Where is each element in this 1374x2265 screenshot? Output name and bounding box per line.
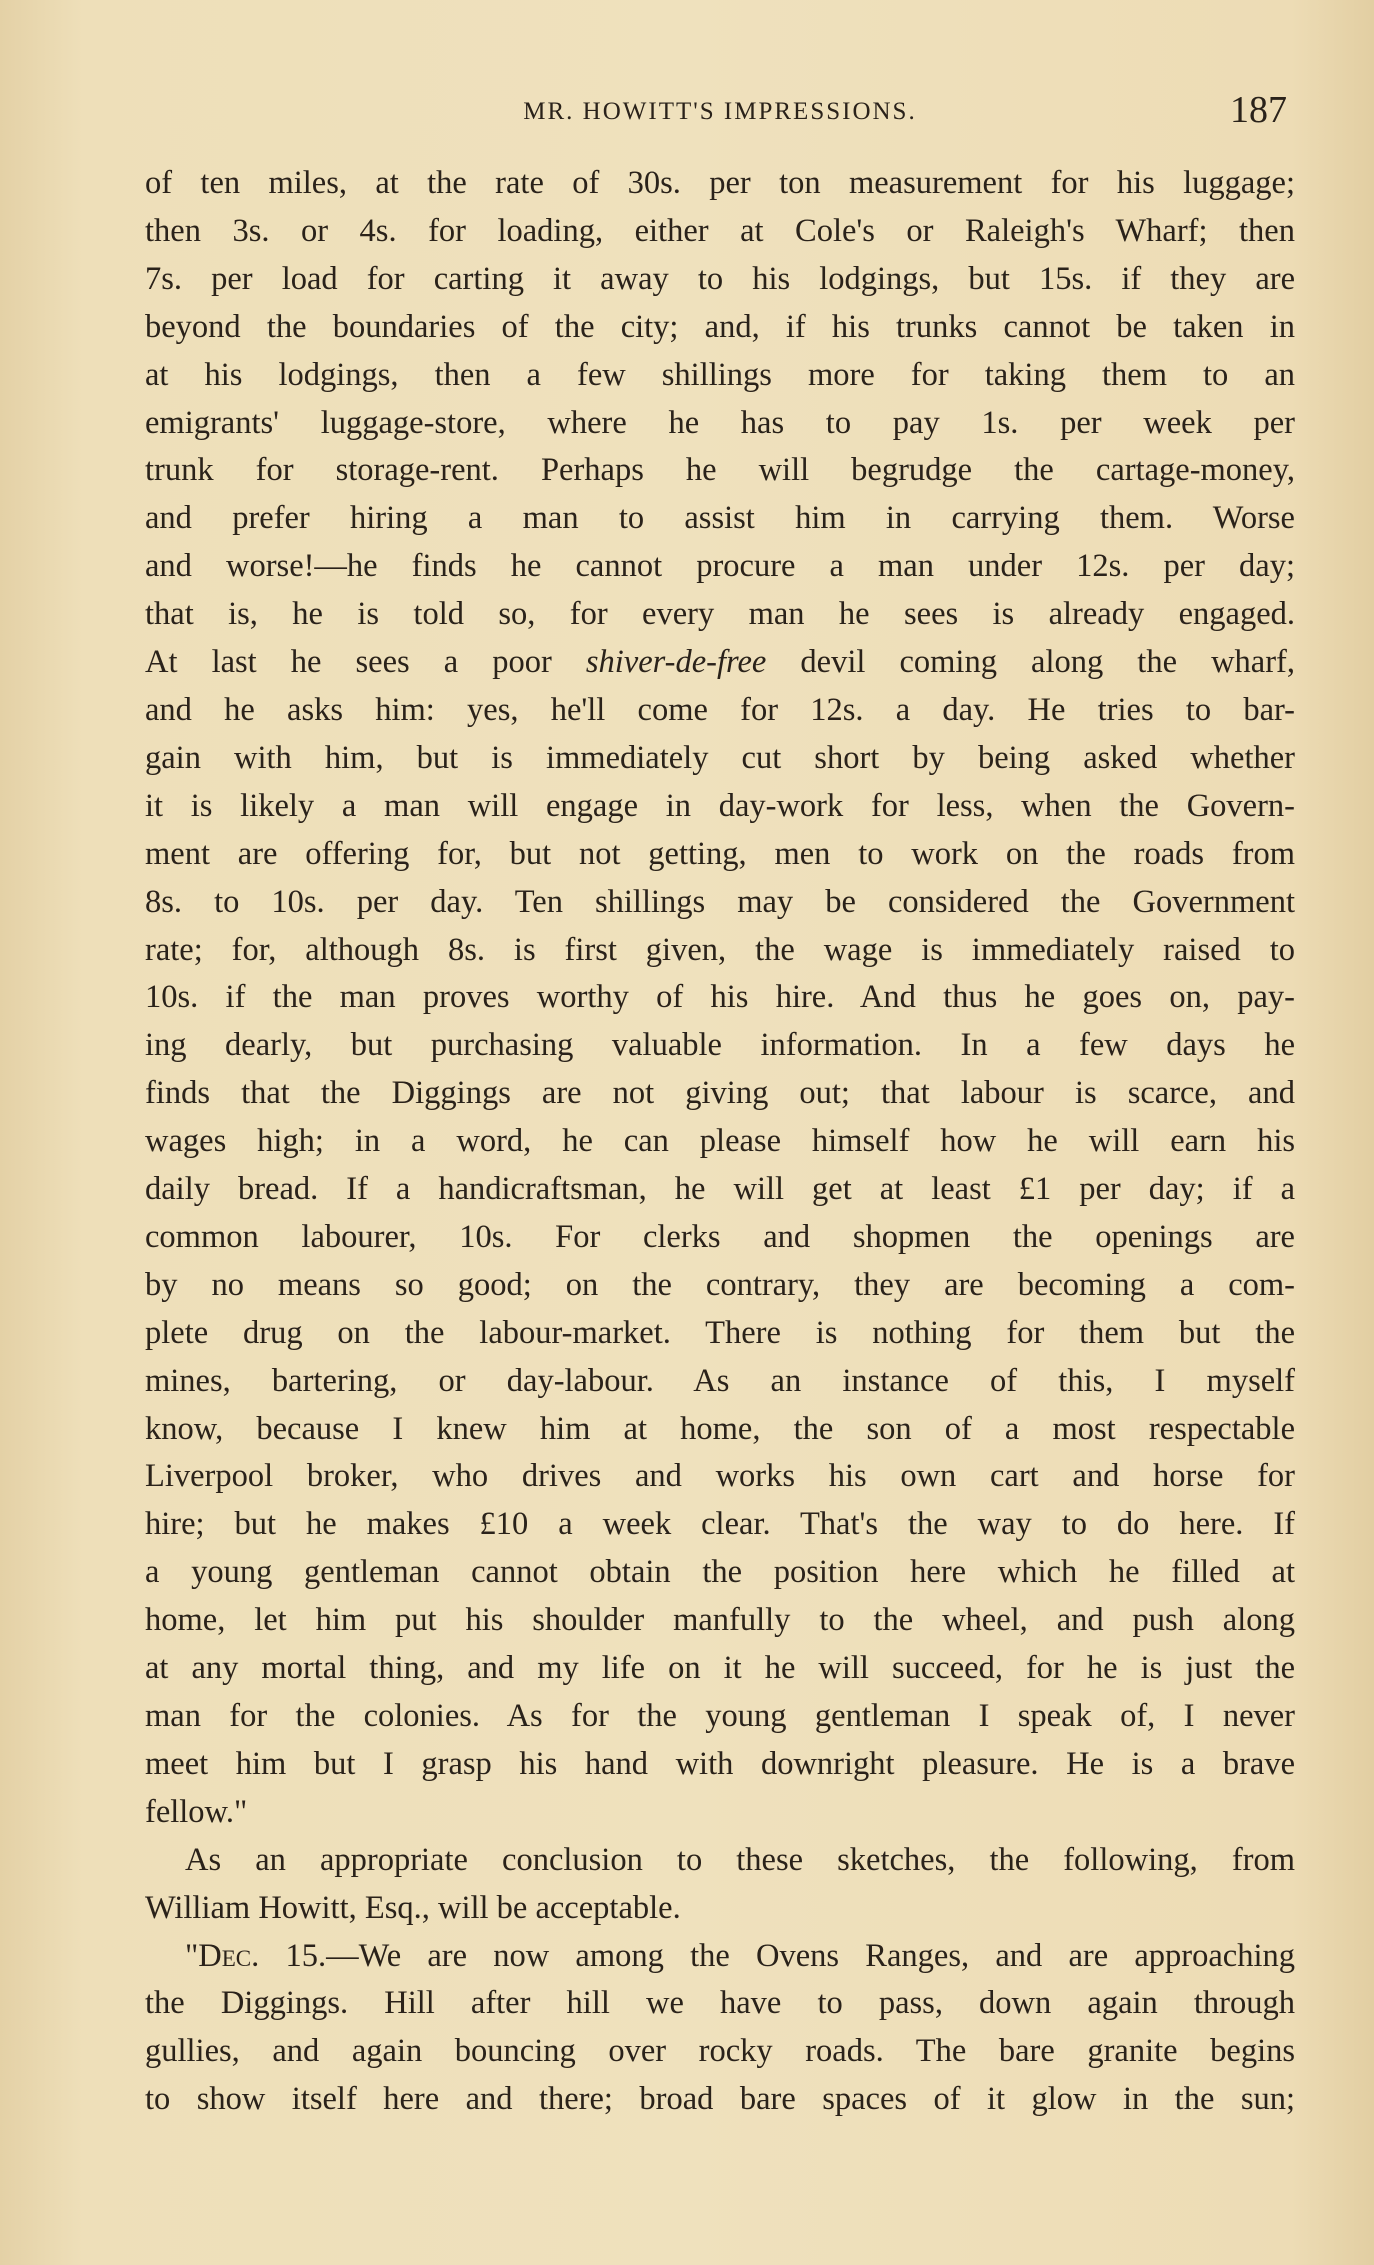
text-line: trunk for storage-rent. Perhaps he will begrudge the cartage-money,: [145, 452, 1295, 489]
text-line: know, because I knew him at home, the son of a most respectable: [145, 1410, 1295, 1447]
text-line: plete drug on the labour-market. There is nothing for them but the: [145, 1314, 1295, 1351]
text-line: and he asks him: yes, he'll come for 12s. a day. He tries to bar-: [145, 691, 1295, 728]
text-line: ing dearly, but purchasing valuable information. In a few days he: [145, 1027, 1295, 1064]
date-heading: Dec. 15.: [198, 1937, 327, 1974]
text-line: 10s. if the man proves worthy of his hire. And thus he goes on, pay-: [145, 979, 1295, 1016]
text-line: a young gentleman cannot obtain the position here which he filled at: [145, 1554, 1295, 1591]
text-line: at any mortal thing, and my life on it he will succeed, for he is just the: [145, 1650, 1295, 1687]
text-line: finds that the Diggings are not giving out; that labour is scarce, and: [145, 1075, 1295, 1112]
text-line: Liverpool broker, who drives and works his own cart and horse for: [145, 1458, 1295, 1495]
text-line: meet him but I grasp his hand with downright pleasure. He is a brave: [145, 1745, 1295, 1782]
text-line: it is likely a man will engage in day-work for less, when the Govern-: [145, 787, 1295, 824]
text-line: mines, bartering, or day-labour. As an instance of this, I myself: [145, 1362, 1295, 1399]
text-segment: devil coming along the wharf,: [766, 644, 1295, 681]
text-line: gullies, and again bouncing over rocky roads. The bare granite begins: [145, 2033, 1295, 2070]
text-line: gain with him, but is immediately cut short by being asked whether: [145, 739, 1295, 776]
paragraph-start-line: As an appropriate conclusion to these sketches, the following, from: [185, 1841, 1295, 1878]
text-line: by no means so good; on the contrary, they are becoming a com-: [145, 1266, 1295, 1303]
open-quote: ": [185, 1937, 199, 1974]
page-number: 187: [1230, 89, 1287, 131]
body-text: [145, 160, 1295, 2124]
text-line: emigrants' luggage-store, where he has to pay 1s. per week per: [145, 404, 1295, 441]
text-line-mixed: [145, 639, 1295, 687]
text-line: that is, he is told so, for every man he sees is already engaged.: [145, 596, 1295, 633]
text-line: the Diggings. Hill after hill we have to pass, down again through: [145, 1985, 1295, 2022]
text-line: common labourer, 10s. For clerks and shopmen the openings are: [145, 1218, 1295, 1255]
text-line: beyond the boundaries of the city; and, if his trunks cannot be taken in: [145, 308, 1295, 345]
text-segment: —We are now among the Ovens Ranges, and are approaching: [326, 1937, 1295, 1974]
text-line: ment are offering for, but not getting, men to work on the roads from: [145, 835, 1295, 872]
text-segment: At last he sees a poor: [145, 644, 552, 681]
text-line: 7s. per load for carting it away to his lodgings, but 15s. if they are: [145, 260, 1295, 297]
text-line: to show itself here and there; broad bare spaces of it glow in the sun;: [145, 2081, 1295, 2118]
text-line: of ten miles, at the rate of 30s. per ton measurement for his luggage;: [145, 165, 1295, 201]
running-title: MR. HOWITT'S IMPRESSIONS.: [523, 98, 917, 125]
text-line: then 3s. or 4s. for loading, either at Cole's or Raleigh's Wharf; then: [145, 212, 1295, 249]
text-line: hire; but he makes £10 a week clear. That's the way to do here. If: [145, 1506, 1295, 1543]
text-line: and prefer hiring a man to assist him in carrying them. Worse: [145, 500, 1295, 537]
text-line: daily bread. If a handicraftsman, he will get at least £1 per day; if a: [145, 1171, 1295, 1208]
text-line: 8s. to 10s. per day. Ten shillings may be considered the Government: [145, 883, 1295, 920]
running-head: [145, 88, 1295, 134]
paragraph-end-line: fellow.": [145, 1793, 248, 1830]
text-line: at his lodgings, then a few shillings more for taking them to an: [145, 356, 1295, 393]
text-line-mixed: [145, 1933, 1295, 1981]
text-line: wages high; in a word, he can please himself how he will earn his: [145, 1123, 1295, 1160]
italic-phrase: shiver-de-free: [585, 644, 767, 681]
text-line: man for the colonies. As for the young gentleman I speak of, I never: [145, 1698, 1295, 1734]
text-line: rate; for, although 8s. is first given, the wage is immediately raised to: [145, 931, 1295, 968]
paragraph-end-line: William Howitt, Esq., will be acceptable.: [145, 1889, 681, 1926]
text-line: and worse!—he finds he cannot procure a man under 12s. per day;: [145, 548, 1295, 585]
text-line: home, let him put his shoulder manfully to the wheel, and push along: [145, 1602, 1295, 1639]
